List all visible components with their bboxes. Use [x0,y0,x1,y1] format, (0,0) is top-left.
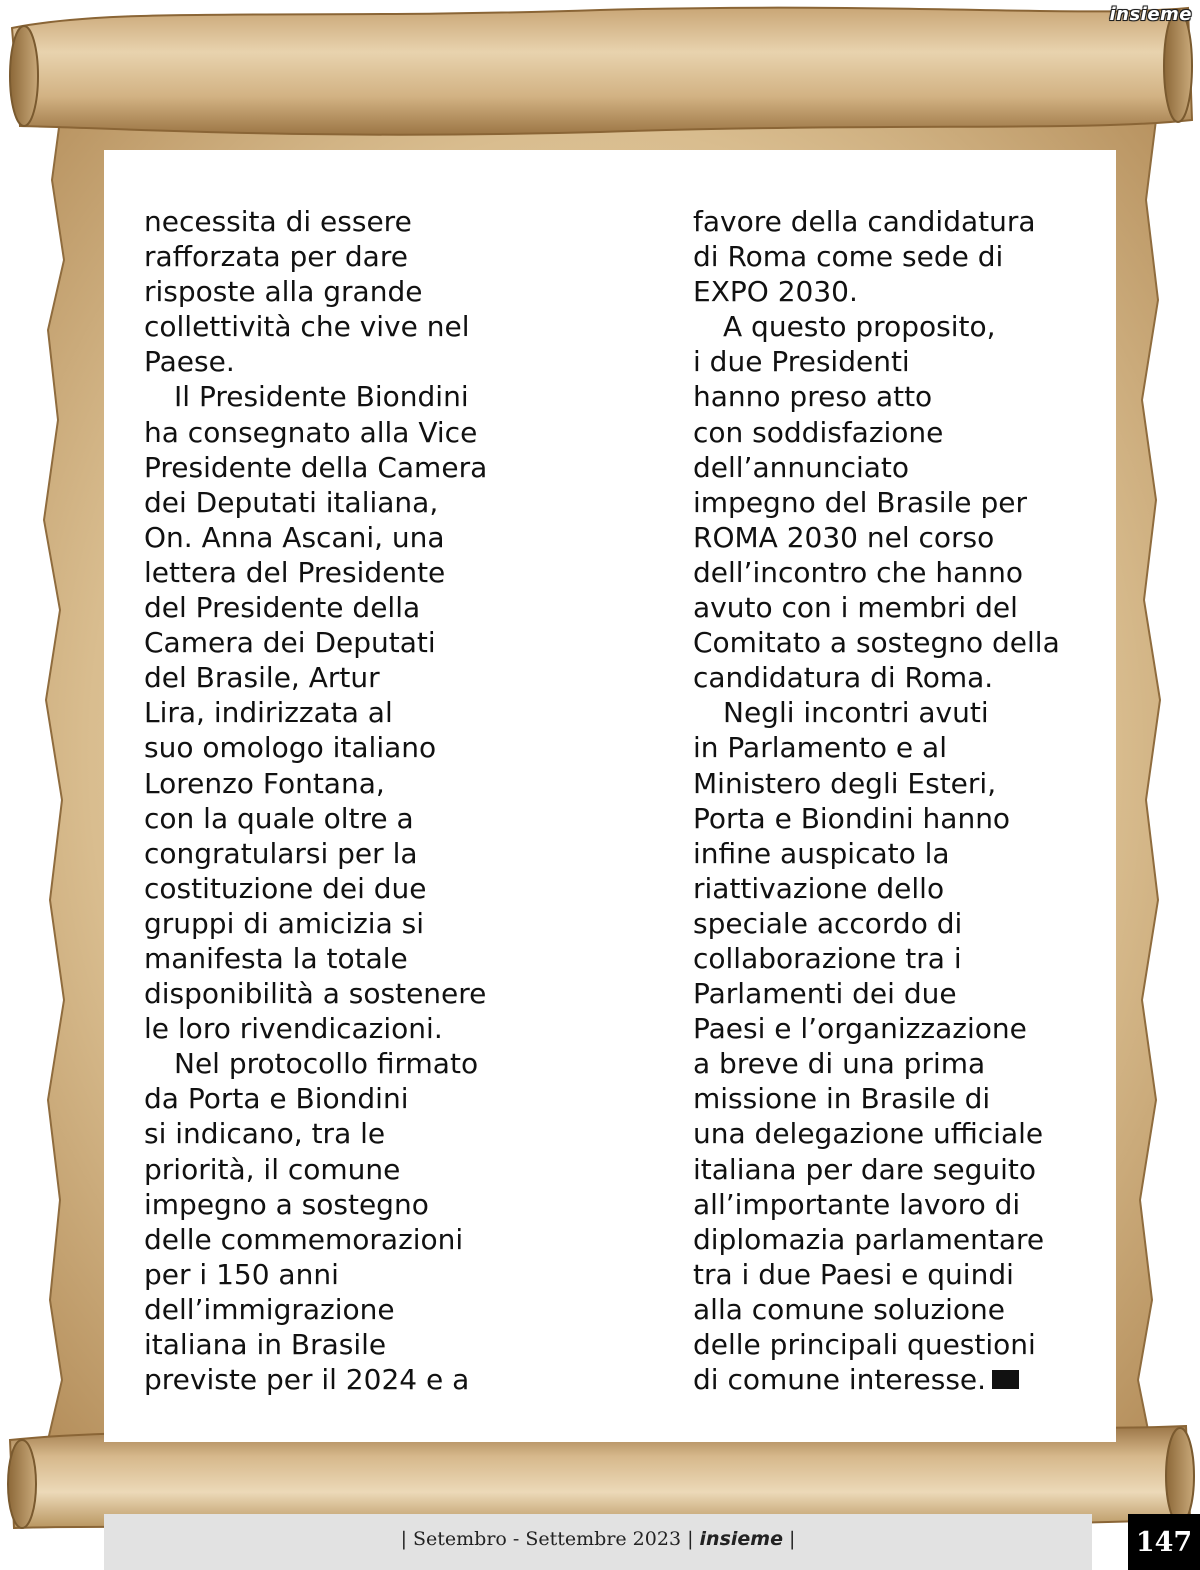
text-line [693,1222,1113,1257]
text-line-content: gruppi di amicizia si [144,906,424,940]
text-line [693,1152,1113,1187]
text-line-content: Porta e Biondini hanno [693,801,1011,835]
text-line-content: risposte alla grande [144,275,423,309]
text-line [144,871,544,906]
text-line [693,871,1113,906]
text-line [144,801,544,836]
text-line-content: manifesta la totale [144,941,408,975]
text-line [144,520,544,555]
text-line-content: collettività che vive nel [144,310,470,344]
text-line [693,379,1113,414]
text-line [693,836,1113,871]
top-roll [12,8,1192,135]
text-line-content: Negli incontri avuti [723,696,989,730]
text-line [144,730,544,765]
text-line [693,1257,1113,1292]
text-line-content: EXPO 2030. [693,275,858,309]
text-line [144,941,544,976]
text-line-content: A questo proposito, [723,310,996,344]
text-line-content: hanno preso atto [693,380,933,414]
text-line [693,801,1113,836]
page-number: 147 [1128,1514,1200,1570]
text-line-content: Lira, indirizzata al [144,696,393,730]
text-line-content: di comune interesse. [693,1363,987,1397]
footer-bar [104,1514,1092,1570]
text-line-content: per i 150 anni [144,1257,339,1291]
text-line [693,976,1113,1011]
text-line [144,836,544,871]
text-line [144,239,544,274]
text-line-content: del Brasile, Artur [144,661,380,695]
text-line [693,625,1113,660]
text-line-content: priorità, il comune [144,1152,401,1186]
text-line [144,1152,544,1187]
text-line [144,695,544,730]
text-line-content: delle commemorazioni [144,1222,464,1256]
text-line [144,1257,544,1292]
text-line [144,1327,544,1362]
text-line [693,239,1113,274]
text-line-content: necessita di essere [144,205,412,238]
text-line-content: in Parlamento e al [693,731,947,765]
text-line-content: Parlamenti dei due [693,977,957,1011]
text-line-content: una delegazione ufficiale [693,1117,1044,1151]
text-line [693,730,1113,765]
text-line [693,344,1113,379]
text-line [693,695,1113,730]
text-line [693,204,1113,239]
text-line-content: dell’annunciato [693,450,910,484]
text-line [693,1362,1113,1397]
text-line-content: si indicano, tra le [144,1117,386,1151]
text-line-content: Il Presidente Biondini [174,380,469,414]
text-line [693,1011,1113,1046]
text-line [144,625,544,660]
text-line-content: lettera del Presidente [144,555,446,589]
text-line [693,415,1113,450]
footer-separator: | [789,1528,796,1550]
end-of-article-mark [992,1370,1019,1389]
text-line [144,274,544,309]
text-line-content: alla comune soluzione [693,1292,1006,1326]
text-line-content: favore della candidatura [693,205,1036,238]
text-line-content: dell’incontro che hanno [693,555,1023,589]
text-line [144,309,544,344]
text-line [144,1187,544,1222]
text-line-content: speciale accordo di [693,906,963,940]
text-line-content: Paesi e l’organizzazione [693,1012,1027,1046]
text-line-content: di Roma come sede di [693,240,1004,274]
text-line [693,309,1113,344]
text-line-content: Comitato a sostegno della [693,626,1060,660]
text-line-content: diplomazia parlamentare [693,1222,1045,1256]
text-line [144,379,544,414]
text-line [144,1046,544,1081]
text-line [693,1292,1113,1327]
text-line [693,450,1113,485]
text-line [693,1046,1113,1081]
bottom-roll-end-right [1166,1428,1194,1524]
text-line [144,1081,544,1116]
text-line-content: all’importante lavoro di [693,1187,1021,1221]
text-line-content: infine auspicato la [693,836,950,870]
text-line-content: del Presidente della [144,591,421,625]
text-line [693,485,1113,520]
text-line [144,1292,544,1327]
text-line [144,906,544,941]
top-roll-end-left [10,26,38,126]
text-line [693,1081,1113,1116]
text-line-content: collaborazione tra i [693,941,962,975]
text-line-content: italiana in Brasile [144,1328,387,1361]
text-line-content: Camera dei Deputati [144,626,436,660]
text-line-content: con soddisfazione [693,415,944,449]
text-line [693,766,1113,801]
footer-brand: insieme [699,1528,783,1550]
text-line-content: i due Presidenti [693,345,910,379]
article-panel [104,150,1116,1442]
text-line-content: a breve di una prima [693,1047,986,1081]
text-line-content: costituzione dei due [144,871,427,905]
text-line-content: con la quale oltre a [144,801,414,835]
text-line [144,485,544,520]
text-line-content: ha consegnato alla Vice [144,415,478,449]
brand-logo-top: insieme [1109,4,1192,25]
left-column [144,204,544,1397]
text-line-content: suo omologo italiano [144,731,437,765]
text-line-content: Lorenzo Fontana, [144,766,385,800]
text-line-content: dei Deputati italiana, [144,485,439,519]
text-line-content: previste per il 2024 e a [144,1363,470,1397]
text-line-content: delle principali questioni [693,1328,1036,1361]
footer-text [104,1528,1092,1550]
text-line [693,555,1113,590]
text-line [693,1327,1113,1362]
text-line-content: impegno del Brasile per [693,485,1027,519]
text-line-content: On. Anna Ascani, una [144,520,445,554]
top-roll-end-right [1164,10,1192,122]
text-line [144,450,544,485]
text-line [693,941,1113,976]
text-line [144,766,544,801]
text-line-content: rafforzata per dare [144,240,408,274]
footer-date: | Setembro - Settembre 2023 | [400,1528,694,1550]
text-line [144,204,544,239]
text-line-content: Presidente della Camera [144,450,488,484]
text-line [144,1222,544,1257]
text-line-content: italiana per dare seguito [693,1152,1037,1186]
text-line-content: Ministero degli Esteri, [693,766,997,800]
text-line-content: candidatura di Roma. [693,661,994,695]
text-line [693,660,1113,695]
text-line [144,590,544,625]
text-line [693,906,1113,941]
text-line [144,976,544,1011]
text-line-content: Nel protocollo firmato [174,1047,479,1081]
text-line [693,590,1113,625]
text-line [144,660,544,695]
text-line [693,274,1113,309]
text-line [144,344,544,379]
text-line-content: le loro rivendicazioni. [144,1012,443,1046]
text-line-content: tra i due Paesi e quindi [693,1257,1014,1291]
text-line-content: avuto con i membri del [693,591,1018,625]
text-line-content: ROMA 2030 nel corso [693,520,995,554]
text-line [144,1011,544,1046]
text-line-content: disponibilità a sostenere [144,977,487,1011]
bottom-roll-end-left [8,1440,36,1528]
text-line-content: dell’immigrazione [144,1292,395,1326]
text-line [693,1116,1113,1151]
text-line [693,520,1113,555]
text-line-content: congratularsi per la [144,836,418,870]
text-line-content: riattivazione dello [693,871,945,905]
right-column [693,204,1113,1397]
text-line-content: missione in Brasile di [693,1082,991,1116]
text-line [144,415,544,450]
text-line-content: Paese. [144,345,235,379]
text-line [693,1187,1113,1222]
text-line [144,555,544,590]
text-line [144,1362,544,1397]
text-line [144,1116,544,1151]
text-line-content: impegno a sostegno [144,1187,429,1221]
text-line-content: da Porta e Biondini [144,1082,409,1116]
